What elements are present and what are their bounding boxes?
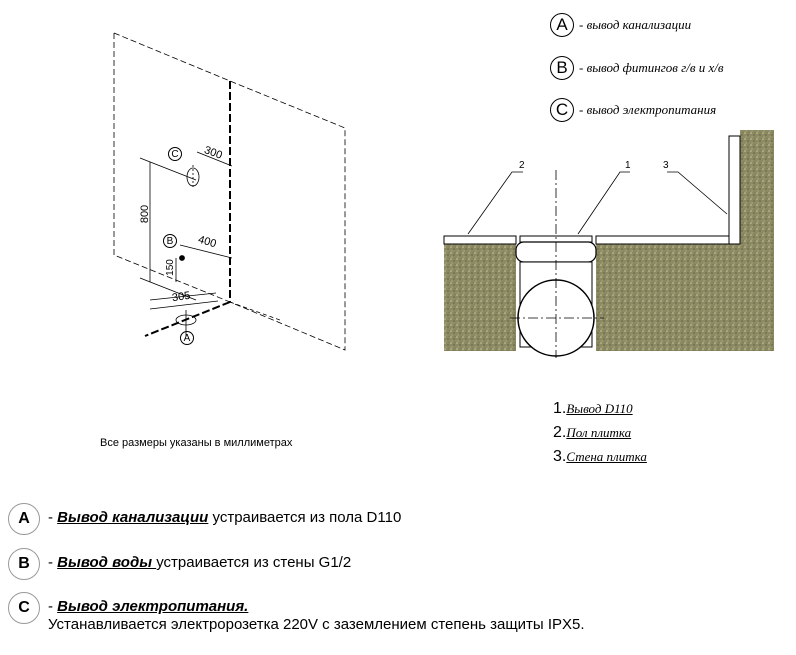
dim-150-label: 150 — [164, 259, 176, 276]
legend-item-a — [550, 13, 691, 37]
list-text-2: Пол плитка — [566, 425, 632, 440]
dim-300-label: 300 — [202, 144, 224, 162]
dim-800-label: 800 — [139, 204, 152, 224]
legend-text-b: - вывод фитингов г/в и х/в — [579, 60, 724, 75]
bottom-rest-a: устраивается из пола D110 — [208, 509, 402, 526]
bottom-title-a: Вывод канализации — [57, 509, 209, 526]
ground-right — [596, 244, 774, 351]
bottom-letter-a: A — [8, 503, 40, 535]
marker-b: B — [163, 234, 177, 248]
cross-section-view — [444, 130, 774, 358]
wall-soil — [740, 130, 774, 244]
section-label-3: 3 — [663, 160, 669, 171]
legend-text-a: - вывод канализации — [579, 17, 692, 32]
marker-a: A — [180, 331, 194, 345]
marker-c: C — [168, 147, 182, 161]
dim-400-label: 400 — [196, 233, 218, 251]
bottom-item-a: A - Вывод канализации устраивается из пола D110 — [8, 503, 401, 535]
bottom-item-c: C - Вывод электропитания. Устанавливается электророзетка 220V с заземлением степень защиты IPX5. — [8, 592, 585, 634]
list-text-1: Вывод D110 — [566, 401, 633, 416]
isometric-view — [114, 33, 345, 350]
water-outlet-b — [180, 256, 185, 261]
bottom-letter-b: B — [8, 548, 40, 580]
tile-floor-right — [596, 236, 740, 244]
list-item-1: 1.Вывод D110 — [553, 400, 633, 417]
legend-item-b — [550, 56, 724, 80]
bottom-title-b: Вывод воды — [57, 554, 157, 571]
list-item-2: 2.Пол плитка — [553, 424, 632, 441]
section-label-2: 2 — [519, 160, 525, 171]
legend-letter-c: C — [550, 98, 574, 122]
list-text-3: Стена плитка — [566, 449, 647, 464]
legend-item-c — [550, 98, 716, 122]
legend-letter-a: A — [550, 13, 574, 37]
bottom-title-c: Вывод электропитания. — [57, 598, 249, 615]
tile-wall — [729, 136, 740, 244]
list-item-3: 3.Стена плитка — [553, 448, 647, 465]
dim-305-label: 305 — [171, 289, 192, 305]
legend-text-c: - вывод электропитания — [579, 102, 717, 117]
bottom-rest-b: устраивается из стены G1/2 — [156, 554, 352, 571]
bottom-line2-c: Устанавливается электророзетка 220V с заземлением степень защиты IPX5. — [48, 616, 585, 633]
tile-floor-left — [444, 236, 516, 244]
bottom-letter-c: C — [8, 592, 40, 624]
ground-left — [444, 244, 516, 351]
bottom-item-b: B - Вывод воды устраивается из стены G1/2 — [8, 548, 351, 580]
section-label-1: 1 — [625, 160, 631, 171]
units-note: Все размеры указаны в миллиметрах — [100, 437, 293, 449]
floor-line-right — [230, 302, 280, 320]
legend-letter-b: B — [550, 56, 574, 80]
